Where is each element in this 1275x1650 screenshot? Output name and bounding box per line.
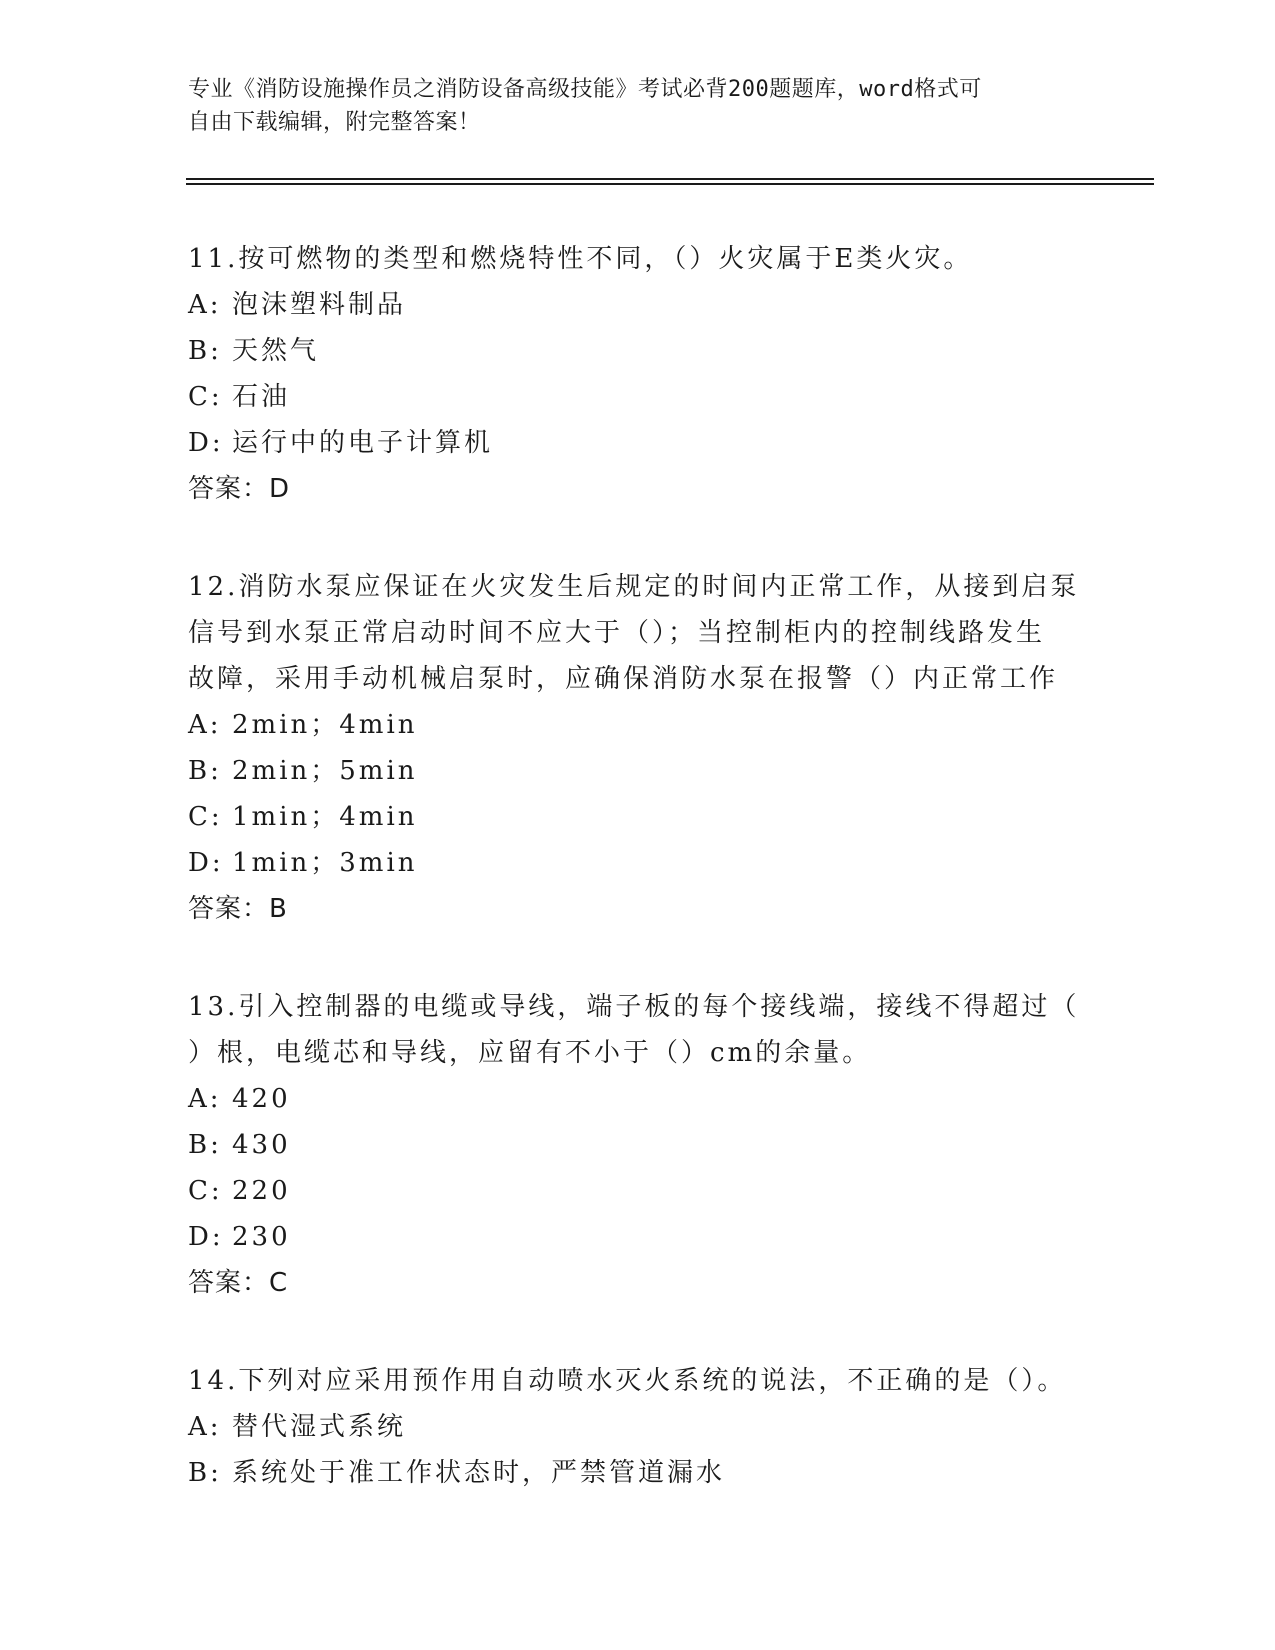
option-text: 420 bbox=[232, 1084, 291, 1114]
document-header bbox=[188, 73, 1088, 139]
question-stem-line: 12.消防水泵应保证在火灾发生后规定的时间内正常工作，从接到启泵 bbox=[188, 572, 1080, 602]
option-text: 替代湿式系统 bbox=[232, 1412, 407, 1442]
question-stem-line: 14.下列对应采用预作用自动喷水灭火系统的说法，不正确的是（）。 bbox=[188, 1366, 1067, 1396]
answer-option bbox=[188, 282, 1088, 328]
option-label: A: bbox=[188, 710, 222, 740]
answer-key: 答案：D bbox=[188, 474, 291, 504]
option-label: D: bbox=[188, 848, 224, 878]
question-stem-line: 信号到水泵正常启动时间不应大于（）；当控制柜内的控制线路发生 bbox=[188, 618, 1046, 648]
question-block bbox=[188, 1358, 1088, 1496]
option-label: C: bbox=[188, 802, 223, 832]
question-block bbox=[188, 564, 1088, 932]
option-text: 系统处于准工作状态时，严禁管道漏水 bbox=[232, 1458, 726, 1488]
option-label: D: bbox=[188, 1222, 224, 1252]
answer-option bbox=[188, 374, 1088, 420]
header-line-2: 自由下载编辑，附完整答案！ bbox=[188, 110, 481, 135]
question-stem-line: 13.引入控制器的电缆或导线，端子板的每个接线端，接线不得超过（ bbox=[188, 992, 1080, 1022]
answer-option bbox=[188, 1168, 1088, 1214]
answer-option bbox=[188, 328, 1088, 374]
option-text: 1min；3min bbox=[232, 848, 418, 878]
option-text: 2min；4min bbox=[232, 710, 418, 740]
option-text: 运行中的电子计算机 bbox=[232, 428, 494, 458]
option-label: C: bbox=[188, 1176, 223, 1206]
answer-option bbox=[188, 420, 1088, 466]
answer-option bbox=[188, 1404, 1088, 1450]
option-text: 430 bbox=[232, 1130, 291, 1160]
answer-option bbox=[188, 748, 1088, 794]
question-list bbox=[188, 236, 1088, 1548]
question-stem-line: 故障，采用手动机械启泵时，应确保消防水泵在报警（）内正常工作 bbox=[188, 664, 1059, 694]
answer-option bbox=[188, 1450, 1088, 1496]
option-label: B: bbox=[188, 756, 222, 786]
option-text: 220 bbox=[232, 1176, 291, 1206]
header-line-1: 专业《消防设施操作员之消防设备高级技能》考试必背200题题库，word格式可 bbox=[188, 77, 982, 102]
option-text: 天然气 bbox=[232, 336, 320, 366]
option-label: A: bbox=[188, 1084, 222, 1114]
question-stem-line: ）根，电缆芯和导线，应留有不小于（）cm的余量。 bbox=[188, 1038, 872, 1068]
option-text: 230 bbox=[232, 1222, 291, 1252]
answer-option bbox=[188, 794, 1088, 840]
option-label: B: bbox=[188, 336, 222, 366]
option-text: 石油 bbox=[232, 382, 291, 412]
option-text: 1min；4min bbox=[232, 802, 418, 832]
question-block bbox=[188, 984, 1088, 1306]
answer-option bbox=[188, 840, 1088, 886]
answer-option bbox=[188, 1122, 1088, 1168]
question-block bbox=[188, 236, 1088, 512]
option-label: C: bbox=[188, 382, 223, 412]
option-label: A: bbox=[188, 290, 222, 320]
header-divider-bottom bbox=[186, 183, 1154, 185]
answer-option bbox=[188, 1076, 1088, 1122]
option-label: B: bbox=[188, 1130, 222, 1160]
answer-option bbox=[188, 1214, 1088, 1260]
option-label: B: bbox=[188, 1458, 222, 1488]
option-text: 泡沫塑料制品 bbox=[232, 290, 407, 320]
answer-option bbox=[188, 702, 1088, 748]
answer-key: 答案：B bbox=[188, 894, 288, 924]
option-label: A: bbox=[188, 1412, 222, 1442]
option-label: D: bbox=[188, 428, 224, 458]
option-text: 2min；5min bbox=[232, 756, 418, 786]
answer-key: 答案：C bbox=[188, 1268, 289, 1298]
header-divider-top bbox=[186, 178, 1154, 180]
question-stem-line: 11.按可燃物的类型和燃烧特性不同，（）火灾属于E类火灾。 bbox=[188, 244, 973, 274]
